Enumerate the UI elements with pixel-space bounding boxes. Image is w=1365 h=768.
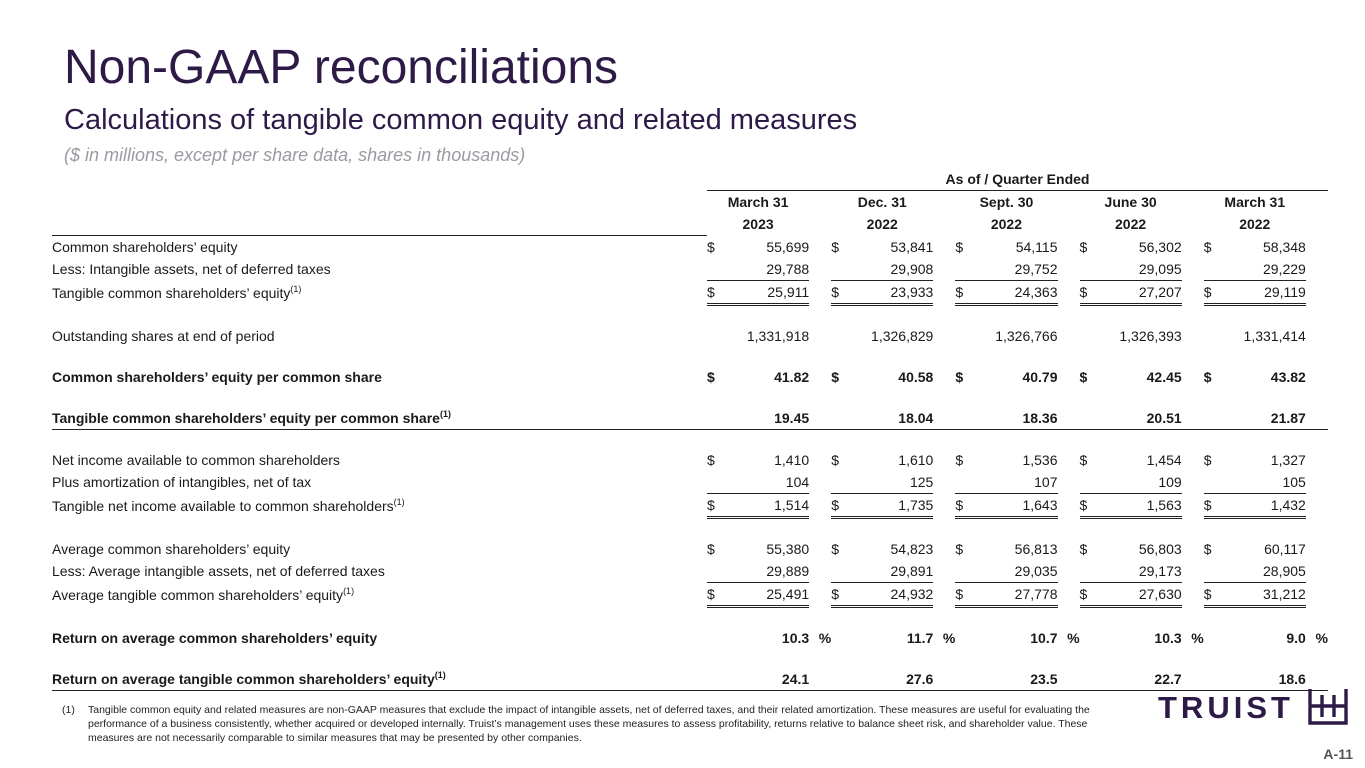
cell-value: 24,363	[975, 281, 1057, 305]
currency-symbol: $	[707, 541, 715, 557]
cell-value: 10.3	[781, 630, 810, 646]
cell-value: 29,788	[727, 258, 809, 281]
cell-value: 29,229	[1224, 258, 1306, 281]
currency-symbol: $	[1080, 494, 1100, 518]
currency-symbol: $	[955, 281, 975, 305]
cell-value: 1,331,414	[1243, 328, 1306, 344]
cell-value: 27,778	[975, 583, 1057, 607]
cell-value: 1,643	[975, 494, 1057, 518]
cell-value: 125	[851, 471, 933, 494]
table-row	[52, 627, 1328, 649]
group-header-row	[52, 168, 1328, 191]
currency-symbol: $	[1203, 369, 1212, 385]
cell-value: 54,115	[1015, 238, 1058, 255]
cell-value: 56,803	[1138, 541, 1182, 557]
group-header: As of / Quarter Ended	[707, 168, 1328, 191]
cell-value: 41.82	[774, 369, 810, 385]
table-row	[52, 538, 1328, 560]
cell-value: 29,908	[851, 258, 933, 281]
cell-value: 1,432	[1224, 494, 1306, 518]
row-label: Common shareholders’ equity per common share	[52, 369, 382, 385]
row-label: Less: Average intangible assets, net of deferred taxes	[52, 563, 385, 580]
currency-symbol: $	[1203, 452, 1212, 468]
table-row	[52, 449, 1328, 471]
currency-symbol: $	[955, 494, 975, 518]
cell-value: 20.51	[1100, 407, 1182, 430]
percent-symbol: %	[1067, 630, 1080, 646]
currency-symbol: $	[955, 452, 964, 468]
cell-value: 54,823	[890, 541, 934, 557]
cell-value: 1,610	[898, 452, 934, 468]
cell-value: 21.87	[1224, 407, 1306, 430]
currency-symbol: $	[955, 541, 964, 557]
table-row	[52, 236, 1328, 259]
table-row	[52, 560, 1328, 583]
cell-value: 23.5	[975, 668, 1057, 691]
row-label: Return on average common shareholders’ equity	[52, 630, 378, 646]
currency-symbol: $	[831, 369, 839, 385]
cell-value: 1,327	[1270, 452, 1306, 468]
page-subtitle: Calculations of tangible common equity and related measures	[64, 104, 858, 136]
currency-symbol: $	[955, 583, 975, 607]
table-row	[52, 258, 1328, 281]
footnote-ref: (1)	[393, 496, 405, 507]
percent-symbol: %	[818, 630, 832, 646]
cell-value: 27,207	[1100, 281, 1182, 305]
currency-symbol: $	[831, 238, 839, 255]
column-year: 2022	[866, 216, 898, 233]
table-row	[52, 281, 1328, 305]
currency-symbol: $	[707, 281, 727, 305]
cell-value: 18.04	[851, 407, 933, 430]
column-year: 2023	[742, 216, 774, 233]
truist-hh-mark-icon	[1308, 687, 1348, 730]
row-label: Tangible net income available to common shareholders$^{(1)}$	[52, 496, 405, 514]
row-label: Common shareholders’ equity	[52, 239, 238, 255]
currency-symbol: $	[955, 369, 964, 385]
page-title: Non-GAAP reconciliations	[64, 41, 619, 94]
cell-value: 105	[1224, 471, 1306, 494]
cell-value: 55,380	[766, 541, 810, 557]
cell-value: 29,752	[975, 258, 1057, 281]
row-label: Return on average tangible common shareholders’ equity$^{(1)}$	[52, 668, 707, 691]
currency-symbol: $	[707, 369, 715, 385]
cell-value: 10.3	[1154, 630, 1182, 646]
column-month: March 31	[727, 194, 789, 210]
table-row	[52, 494, 1328, 518]
currency-symbol: $	[707, 238, 715, 255]
currency-symbol: $	[1203, 541, 1212, 557]
column-month: March 31	[1224, 194, 1286, 210]
cell-value: 1,326,829	[871, 328, 934, 344]
column-year: 2022	[1239, 216, 1271, 233]
cell-value: 25,491	[727, 583, 809, 607]
cell-value: 1,735	[851, 494, 933, 518]
cell-value: 60,117	[1264, 541, 1306, 557]
cell-value: 1,326,393	[1119, 328, 1182, 344]
cell-value: 19.45	[727, 407, 809, 430]
currency-symbol: $	[1203, 238, 1212, 255]
cell-value: 56,302	[1138, 238, 1182, 255]
cell-value: 29,119	[1224, 281, 1306, 305]
row-label: Net income available to common shareholders	[52, 452, 340, 468]
cell-value: 1,326,766	[995, 328, 1058, 344]
footnote-ref: (1)	[290, 283, 302, 294]
row-label: Less: Intangible assets, net of deferred taxes	[52, 261, 331, 278]
footnote-ref: (1)	[343, 585, 355, 596]
cell-value: 107	[975, 471, 1057, 494]
cell-value: 29,891	[851, 560, 933, 583]
cell-value: 43.82	[1270, 369, 1306, 385]
column-month: June 30	[1104, 194, 1157, 210]
row-label: Plus amortization of intangibles, net of tax	[52, 474, 312, 491]
table-row	[52, 471, 1328, 494]
currency-symbol: $	[1204, 583, 1224, 607]
row-label: Average common shareholders’ equity	[52, 541, 291, 557]
cell-value: 25,911	[727, 281, 809, 305]
row-label: Outstanding shares at end of period	[52, 328, 275, 344]
cell-value: 22.7	[1100, 668, 1182, 691]
cell-value: 23,933	[851, 281, 933, 305]
row-label: Average tangible common shareholders’ equity$^{(1)}$	[52, 585, 355, 603]
cell-value: 1,514	[727, 494, 809, 518]
cell-value: 42.45	[1146, 369, 1182, 385]
cell-value: 18.36	[975, 407, 1057, 430]
cell-value: 53,841	[890, 238, 934, 255]
cell-value: 9.0	[1286, 630, 1306, 646]
currency-symbol: $	[1080, 583, 1100, 607]
column-month: Sept. 30	[979, 194, 1034, 210]
footnote-ref: (1)	[434, 670, 446, 680]
currency-symbol: $	[1079, 541, 1088, 557]
currency-symbol: $	[707, 494, 727, 518]
table-row	[52, 583, 1328, 607]
cell-value: 40.58	[898, 369, 934, 385]
table-row	[52, 407, 1328, 430]
cell-value: 11.7	[906, 630, 934, 646]
cell-value: 28,905	[1224, 560, 1306, 583]
percent-symbol: %	[1191, 630, 1204, 646]
footnote-marker: (1)	[62, 704, 75, 716]
cell-value: 29,173	[1100, 560, 1182, 583]
table-row	[52, 668, 1328, 691]
currency-symbol: $	[831, 541, 839, 557]
reconciliation-table	[52, 168, 1328, 691]
cell-value: 58,348	[1263, 238, 1306, 255]
currency-symbol: $	[831, 583, 851, 607]
cell-value: 104	[727, 471, 809, 494]
column-month: Dec. 31	[857, 194, 907, 210]
currency-symbol: $	[1079, 238, 1088, 255]
cell-value: 56,813	[1014, 541, 1058, 557]
currency-symbol: $	[1204, 494, 1224, 518]
currency-symbol: $	[1080, 281, 1100, 305]
truist-logo	[1158, 689, 1348, 727]
cell-value: 29,095	[1100, 258, 1182, 281]
percent-symbol: %	[1315, 630, 1328, 646]
currency-symbol: $	[831, 281, 851, 305]
cell-value: 29,035	[975, 560, 1057, 583]
table-row	[52, 366, 1328, 388]
cell-value: 40.79	[1022, 369, 1058, 385]
currency-symbol: $	[1079, 452, 1088, 468]
footnote-text: Tangible common equity and related measures are non-GAAP measures that exclude the impact of intangible assets, net of deferred taxes, and their related amortization. These measures are useful for evaluating the performance of a business consistently, whether acquired or developed internally. Truist’s management uses these measures to assess profitability, returns relative to balance sheet risk, and shareholder value. These measures are not necessarily comparable to similar measures that may be presented by other companies.	[88, 704, 1090, 744]
cell-value: 55,699	[766, 238, 810, 255]
cell-value: 24.1	[727, 668, 809, 691]
cell-value: 1,536	[1022, 452, 1058, 468]
footnote-ref: (1)	[439, 409, 451, 419]
cell-value: 18.6	[1224, 668, 1306, 691]
column-year: 2022	[1115, 216, 1147, 233]
table-row	[52, 325, 1328, 347]
month-header-row	[52, 191, 1328, 214]
currency-symbol: $	[831, 452, 839, 468]
cell-value: 27.6	[851, 668, 933, 691]
currency-symbol: $	[831, 494, 851, 518]
cell-value: 29,889	[727, 560, 809, 583]
cell-value: 1,454	[1146, 452, 1182, 468]
cell-value: 1,331,918	[746, 328, 810, 344]
currency-symbol: $	[1204, 281, 1224, 305]
footnote	[62, 703, 1122, 745]
page-number: A-11	[1323, 746, 1353, 762]
cell-value: 1,410	[774, 452, 810, 468]
cell-value: 1,563	[1100, 494, 1182, 518]
logo-wordmark: TRUIST	[1158, 690, 1294, 725]
cell-value: 27,630	[1100, 583, 1182, 607]
column-year: 2022	[990, 216, 1022, 233]
percent-symbol: %	[942, 630, 956, 646]
year-header-row	[52, 213, 1328, 236]
cell-value: 10.7	[1030, 630, 1058, 646]
cell-value: 109	[1100, 471, 1182, 494]
currency-symbol: $	[1079, 369, 1088, 385]
currency-symbol: $	[707, 583, 727, 607]
currency-symbol: $	[955, 238, 964, 255]
cell-value: 24,932	[851, 583, 933, 607]
row-label: Tangible common shareholders’ equity$^{(1)}$	[52, 283, 302, 301]
units-note: ($ in millions, except per share data, shares in thousands)	[64, 145, 526, 165]
cell-value: 31,212	[1224, 583, 1306, 607]
row-label: Tangible common shareholders’ equity per common share$^{(1)}$	[52, 407, 707, 430]
currency-symbol: $	[707, 452, 715, 468]
